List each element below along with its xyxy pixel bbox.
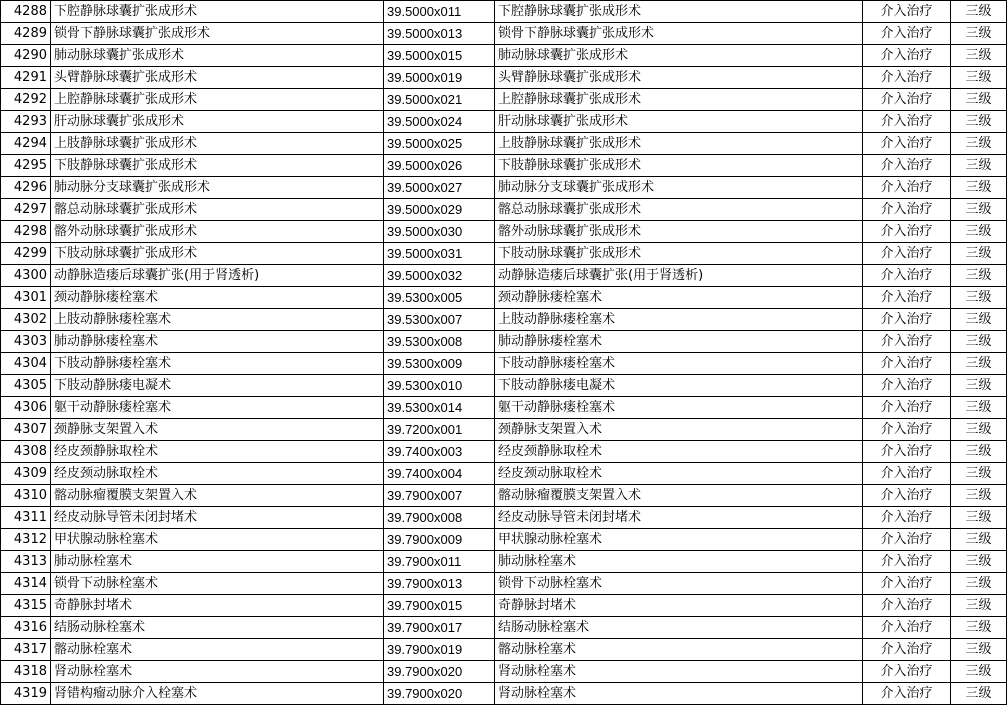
row-number-cell: 4297 xyxy=(1,199,51,221)
table-row xyxy=(1,375,1007,397)
level-cell: 三级 xyxy=(951,507,1007,529)
procedure-name-cell: 颈静脉支架置入术 xyxy=(51,419,384,441)
row-number-cell: 4311 xyxy=(1,507,51,529)
category-cell: 介入治疗 xyxy=(863,617,951,639)
table-row xyxy=(1,1,1007,23)
procedure-name-cell: 上肢静脉球囊扩张成形术 xyxy=(51,133,384,155)
level-cell: 三级 xyxy=(951,243,1007,265)
category-cell: 介入治疗 xyxy=(863,67,951,89)
procedure-name-cell: 下肢静脉球囊扩张成形术 xyxy=(51,155,384,177)
row-number-cell: 4300 xyxy=(1,265,51,287)
procedure-name-cell: 髂动脉栓塞术 xyxy=(51,639,384,661)
level-cell: 三级 xyxy=(951,177,1007,199)
category-cell: 介入治疗 xyxy=(863,265,951,287)
procedure-name-cell: 肺动脉分支球囊扩张成形术 xyxy=(51,177,384,199)
row-number-cell: 4314 xyxy=(1,573,51,595)
row-number-cell: 4318 xyxy=(1,661,51,683)
table-row xyxy=(1,199,1007,221)
level-cell: 三级 xyxy=(951,23,1007,45)
category-cell: 介入治疗 xyxy=(863,507,951,529)
standard-name-cell: 髂总动脉球囊扩张成形术 xyxy=(495,199,863,221)
category-cell: 介入治疗 xyxy=(863,133,951,155)
procedure-name-cell: 肺动静脉瘘栓塞术 xyxy=(51,331,384,353)
level-cell: 三级 xyxy=(951,89,1007,111)
level-cell: 三级 xyxy=(951,221,1007,243)
procedure-code-cell: 39.7900x008 xyxy=(384,507,495,529)
standard-name-cell: 下肢动脉球囊扩张成形术 xyxy=(495,243,863,265)
category-cell: 介入治疗 xyxy=(863,419,951,441)
row-number-cell: 4308 xyxy=(1,441,51,463)
level-cell: 三级 xyxy=(951,155,1007,177)
procedure-name-cell: 锁骨下动脉栓塞术 xyxy=(51,573,384,595)
standard-name-cell: 躯干动静脉瘘栓塞术 xyxy=(495,397,863,419)
category-cell: 介入治疗 xyxy=(863,529,951,551)
category-cell: 介入治疗 xyxy=(863,353,951,375)
category-cell: 介入治疗 xyxy=(863,397,951,419)
level-cell: 三级 xyxy=(951,111,1007,133)
procedure-code-cell: 39.5000x025 xyxy=(384,133,495,155)
standard-name-cell: 经皮颈静脉取栓术 xyxy=(495,441,863,463)
procedure-name-cell: 髂外动脉球囊扩张成形术 xyxy=(51,221,384,243)
procedure-name-cell: 上肢动静脉瘘栓塞术 xyxy=(51,309,384,331)
table-row xyxy=(1,331,1007,353)
standard-name-cell: 肺动静脉瘘栓塞术 xyxy=(495,331,863,353)
level-cell: 三级 xyxy=(951,573,1007,595)
level-cell: 三级 xyxy=(951,595,1007,617)
table-row xyxy=(1,177,1007,199)
category-cell: 介入治疗 xyxy=(863,463,951,485)
standard-name-cell: 肾动脉栓塞术 xyxy=(495,683,863,705)
row-number-cell: 4305 xyxy=(1,375,51,397)
row-number-cell: 4292 xyxy=(1,89,51,111)
standard-name-cell: 锁骨下动脉栓塞术 xyxy=(495,573,863,595)
procedure-code-cell: 39.5000x011 xyxy=(384,1,495,23)
procedure-code-cell: 39.7400x003 xyxy=(384,441,495,463)
row-number-cell: 4293 xyxy=(1,111,51,133)
category-cell: 介入治疗 xyxy=(863,89,951,111)
procedure-name-cell: 肾动脉栓塞术 xyxy=(51,661,384,683)
category-cell: 介入治疗 xyxy=(863,573,951,595)
procedure-name-cell: 肾错构瘤动脉介入栓塞术 xyxy=(51,683,384,705)
standard-name-cell: 动静脉造瘘后球囊扩张(用于肾透析) xyxy=(495,265,863,287)
row-number-cell: 4294 xyxy=(1,133,51,155)
standard-name-cell: 锁骨下静脉球囊扩张成形术 xyxy=(495,23,863,45)
category-cell: 介入治疗 xyxy=(863,595,951,617)
standard-name-cell: 甲状腺动脉栓塞术 xyxy=(495,529,863,551)
standard-name-cell: 头臂静脉球囊扩张成形术 xyxy=(495,67,863,89)
row-number-cell: 4289 xyxy=(1,23,51,45)
category-cell: 介入治疗 xyxy=(863,243,951,265)
standard-name-cell: 上腔静脉球囊扩张成形术 xyxy=(495,89,863,111)
category-cell: 介入治疗 xyxy=(863,661,951,683)
category-cell: 介入治疗 xyxy=(863,111,951,133)
procedure-code-cell: 39.7200x001 xyxy=(384,419,495,441)
standard-name-cell: 肺动脉栓塞术 xyxy=(495,551,863,573)
level-cell: 三级 xyxy=(951,199,1007,221)
row-number-cell: 4304 xyxy=(1,353,51,375)
table-row xyxy=(1,551,1007,573)
table-row xyxy=(1,67,1007,89)
standard-name-cell: 下肢静脉球囊扩张成形术 xyxy=(495,155,863,177)
table-row xyxy=(1,573,1007,595)
row-number-cell: 4309 xyxy=(1,463,51,485)
table-row xyxy=(1,441,1007,463)
category-cell: 介入治疗 xyxy=(863,23,951,45)
row-number-cell: 4310 xyxy=(1,485,51,507)
procedure-code-cell: 39.5300x014 xyxy=(384,397,495,419)
procedure-name-cell: 锁骨下静脉球囊扩张成形术 xyxy=(51,23,384,45)
procedure-name-cell: 经皮颈静脉取栓术 xyxy=(51,441,384,463)
category-cell: 介入治疗 xyxy=(863,221,951,243)
row-number-cell: 4303 xyxy=(1,331,51,353)
procedure-name-cell: 经皮动脉导管未闭封堵术 xyxy=(51,507,384,529)
procedure-name-cell: 肺动脉栓塞术 xyxy=(51,551,384,573)
category-cell: 介入治疗 xyxy=(863,331,951,353)
standard-name-cell: 髂动脉栓塞术 xyxy=(495,639,863,661)
level-cell: 三级 xyxy=(951,683,1007,705)
procedure-code-cell: 39.7900x017 xyxy=(384,617,495,639)
standard-name-cell: 髂动脉瘤覆膜支架置入术 xyxy=(495,485,863,507)
row-number-cell: 4299 xyxy=(1,243,51,265)
table-row xyxy=(1,397,1007,419)
row-number-cell: 4307 xyxy=(1,419,51,441)
category-cell: 介入治疗 xyxy=(863,441,951,463)
category-cell: 介入治疗 xyxy=(863,309,951,331)
level-cell: 三级 xyxy=(951,463,1007,485)
procedure-code-cell: 39.5000x013 xyxy=(384,23,495,45)
row-number-cell: 4298 xyxy=(1,221,51,243)
procedure-code-cell: 39.5300x010 xyxy=(384,375,495,397)
level-cell: 三级 xyxy=(951,397,1007,419)
procedure-name-cell: 肝动脉球囊扩张成形术 xyxy=(51,111,384,133)
row-number-cell: 4290 xyxy=(1,45,51,67)
standard-name-cell: 下腔静脉球囊扩张成形术 xyxy=(495,1,863,23)
table-row xyxy=(1,89,1007,111)
procedure-name-cell: 髂动脉瘤覆膜支架置入术 xyxy=(51,485,384,507)
standard-name-cell: 上肢静脉球囊扩张成形术 xyxy=(495,133,863,155)
table-row xyxy=(1,353,1007,375)
procedure-code-cell: 39.5300x009 xyxy=(384,353,495,375)
category-cell: 介入治疗 xyxy=(863,177,951,199)
procedure-code-cell: 39.5000x032 xyxy=(384,265,495,287)
table-row xyxy=(1,485,1007,507)
procedure-name-cell: 结肠动脉栓塞术 xyxy=(51,617,384,639)
row-number-cell: 4315 xyxy=(1,595,51,617)
category-cell: 介入治疗 xyxy=(863,551,951,573)
procedure-name-cell: 下肢动静脉瘘电凝术 xyxy=(51,375,384,397)
table-row xyxy=(1,243,1007,265)
level-cell: 三级 xyxy=(951,1,1007,23)
table-row xyxy=(1,287,1007,309)
standard-name-cell: 颈静脉支架置入术 xyxy=(495,419,863,441)
procedure-table-body xyxy=(1,1,1007,705)
procedure-name-cell: 肺动脉球囊扩张成形术 xyxy=(51,45,384,67)
table-row xyxy=(1,529,1007,551)
procedure-code-cell: 39.5000x015 xyxy=(384,45,495,67)
level-cell: 三级 xyxy=(951,331,1007,353)
standard-name-cell: 下肢动静脉瘘电凝术 xyxy=(495,375,863,397)
standard-name-cell: 奇静脉封堵术 xyxy=(495,595,863,617)
procedure-name-cell: 头臂静脉球囊扩张成形术 xyxy=(51,67,384,89)
level-cell: 三级 xyxy=(951,309,1007,331)
table-row xyxy=(1,111,1007,133)
standard-name-cell: 上肢动静脉瘘栓塞术 xyxy=(495,309,863,331)
category-cell: 介入治疗 xyxy=(863,287,951,309)
level-cell: 三级 xyxy=(951,67,1007,89)
table-row xyxy=(1,309,1007,331)
procedure-code-cell: 39.5000x031 xyxy=(384,243,495,265)
table-row xyxy=(1,617,1007,639)
category-cell: 介入治疗 xyxy=(863,375,951,397)
row-number-cell: 4288 xyxy=(1,1,51,23)
standard-name-cell: 髂外动脉球囊扩张成形术 xyxy=(495,221,863,243)
level-cell: 三级 xyxy=(951,617,1007,639)
procedure-name-cell: 下肢动静脉瘘栓塞术 xyxy=(51,353,384,375)
row-number-cell: 4316 xyxy=(1,617,51,639)
procedure-code-cell: 39.5000x019 xyxy=(384,67,495,89)
procedure-code-cell: 39.5300x007 xyxy=(384,309,495,331)
procedure-name-cell: 经皮颈动脉取栓术 xyxy=(51,463,384,485)
table-row xyxy=(1,595,1007,617)
procedure-name-cell: 颈动静脉瘘栓塞术 xyxy=(51,287,384,309)
level-cell: 三级 xyxy=(951,419,1007,441)
level-cell: 三级 xyxy=(951,287,1007,309)
standard-name-cell: 下肢动静脉瘘栓塞术 xyxy=(495,353,863,375)
procedure-code-cell: 39.5000x030 xyxy=(384,221,495,243)
standard-name-cell: 肺动脉球囊扩张成形术 xyxy=(495,45,863,67)
table-row xyxy=(1,265,1007,287)
procedure-code-cell: 39.5000x026 xyxy=(384,155,495,177)
procedure-code-cell: 39.7900x007 xyxy=(384,485,495,507)
row-number-cell: 4291 xyxy=(1,67,51,89)
row-number-cell: 4301 xyxy=(1,287,51,309)
category-cell: 介入治疗 xyxy=(863,45,951,67)
standard-name-cell: 肝动脉球囊扩张成形术 xyxy=(495,111,863,133)
standard-name-cell: 颈动静脉瘘栓塞术 xyxy=(495,287,863,309)
level-cell: 三级 xyxy=(951,551,1007,573)
level-cell: 三级 xyxy=(951,375,1007,397)
procedure-code-cell: 39.5000x021 xyxy=(384,89,495,111)
table-row xyxy=(1,507,1007,529)
row-number-cell: 4296 xyxy=(1,177,51,199)
procedure-code-cell: 39.5000x024 xyxy=(384,111,495,133)
level-cell: 三级 xyxy=(951,639,1007,661)
table-row xyxy=(1,221,1007,243)
procedure-code-cell: 39.7900x013 xyxy=(384,573,495,595)
row-number-cell: 4312 xyxy=(1,529,51,551)
standard-name-cell: 肾动脉栓塞术 xyxy=(495,661,863,683)
procedure-code-cell: 39.5000x029 xyxy=(384,199,495,221)
procedure-code-cell: 39.7900x020 xyxy=(384,683,495,705)
level-cell: 三级 xyxy=(951,529,1007,551)
procedure-code-cell: 39.7400x004 xyxy=(384,463,495,485)
row-number-cell: 4313 xyxy=(1,551,51,573)
standard-name-cell: 经皮动脉导管未闭封堵术 xyxy=(495,507,863,529)
procedure-name-cell: 下肢动脉球囊扩张成形术 xyxy=(51,243,384,265)
category-cell: 介入治疗 xyxy=(863,1,951,23)
table-row xyxy=(1,661,1007,683)
table-row xyxy=(1,155,1007,177)
level-cell: 三级 xyxy=(951,265,1007,287)
procedure-code-cell: 39.5000x027 xyxy=(384,177,495,199)
procedure-name-cell: 奇静脉封堵术 xyxy=(51,595,384,617)
procedure-name-cell: 甲状腺动脉栓塞术 xyxy=(51,529,384,551)
procedure-code-cell: 39.7900x019 xyxy=(384,639,495,661)
row-number-cell: 4317 xyxy=(1,639,51,661)
procedure-name-cell: 上腔静脉球囊扩张成形术 xyxy=(51,89,384,111)
level-cell: 三级 xyxy=(951,353,1007,375)
procedure-code-cell: 39.7900x009 xyxy=(384,529,495,551)
row-number-cell: 4319 xyxy=(1,683,51,705)
category-cell: 介入治疗 xyxy=(863,199,951,221)
category-cell: 介入治疗 xyxy=(863,683,951,705)
row-number-cell: 4306 xyxy=(1,397,51,419)
level-cell: 三级 xyxy=(951,441,1007,463)
table-row xyxy=(1,683,1007,705)
category-cell: 介入治疗 xyxy=(863,639,951,661)
procedure-code-cell: 39.5300x008 xyxy=(384,331,495,353)
standard-name-cell: 经皮颈动脉取栓术 xyxy=(495,463,863,485)
level-cell: 三级 xyxy=(951,45,1007,67)
level-cell: 三级 xyxy=(951,661,1007,683)
standard-name-cell: 肺动脉分支球囊扩张成形术 xyxy=(495,177,863,199)
procedure-code-cell: 39.5300x005 xyxy=(384,287,495,309)
category-cell: 介入治疗 xyxy=(863,485,951,507)
table-row xyxy=(1,639,1007,661)
row-number-cell: 4295 xyxy=(1,155,51,177)
standard-name-cell: 结肠动脉栓塞术 xyxy=(495,617,863,639)
table-row xyxy=(1,463,1007,485)
procedure-name-cell: 下腔静脉球囊扩张成形术 xyxy=(51,1,384,23)
table-row xyxy=(1,23,1007,45)
procedure-code-cell: 39.7900x015 xyxy=(384,595,495,617)
procedure-name-cell: 躯干动静脉瘘栓塞术 xyxy=(51,397,384,419)
procedure-name-cell: 髂总动脉球囊扩张成形术 xyxy=(51,199,384,221)
category-cell: 介入治疗 xyxy=(863,155,951,177)
procedure-code-cell: 39.7900x011 xyxy=(384,551,495,573)
procedure-code-cell: 39.7900x020 xyxy=(384,661,495,683)
row-number-cell: 4302 xyxy=(1,309,51,331)
level-cell: 三级 xyxy=(951,485,1007,507)
level-cell: 三级 xyxy=(951,133,1007,155)
procedure-name-cell: 动静脉造瘘后球囊扩张(用于肾透析) xyxy=(51,265,384,287)
table-row xyxy=(1,419,1007,441)
table-row xyxy=(1,45,1007,67)
table-row xyxy=(1,133,1007,155)
